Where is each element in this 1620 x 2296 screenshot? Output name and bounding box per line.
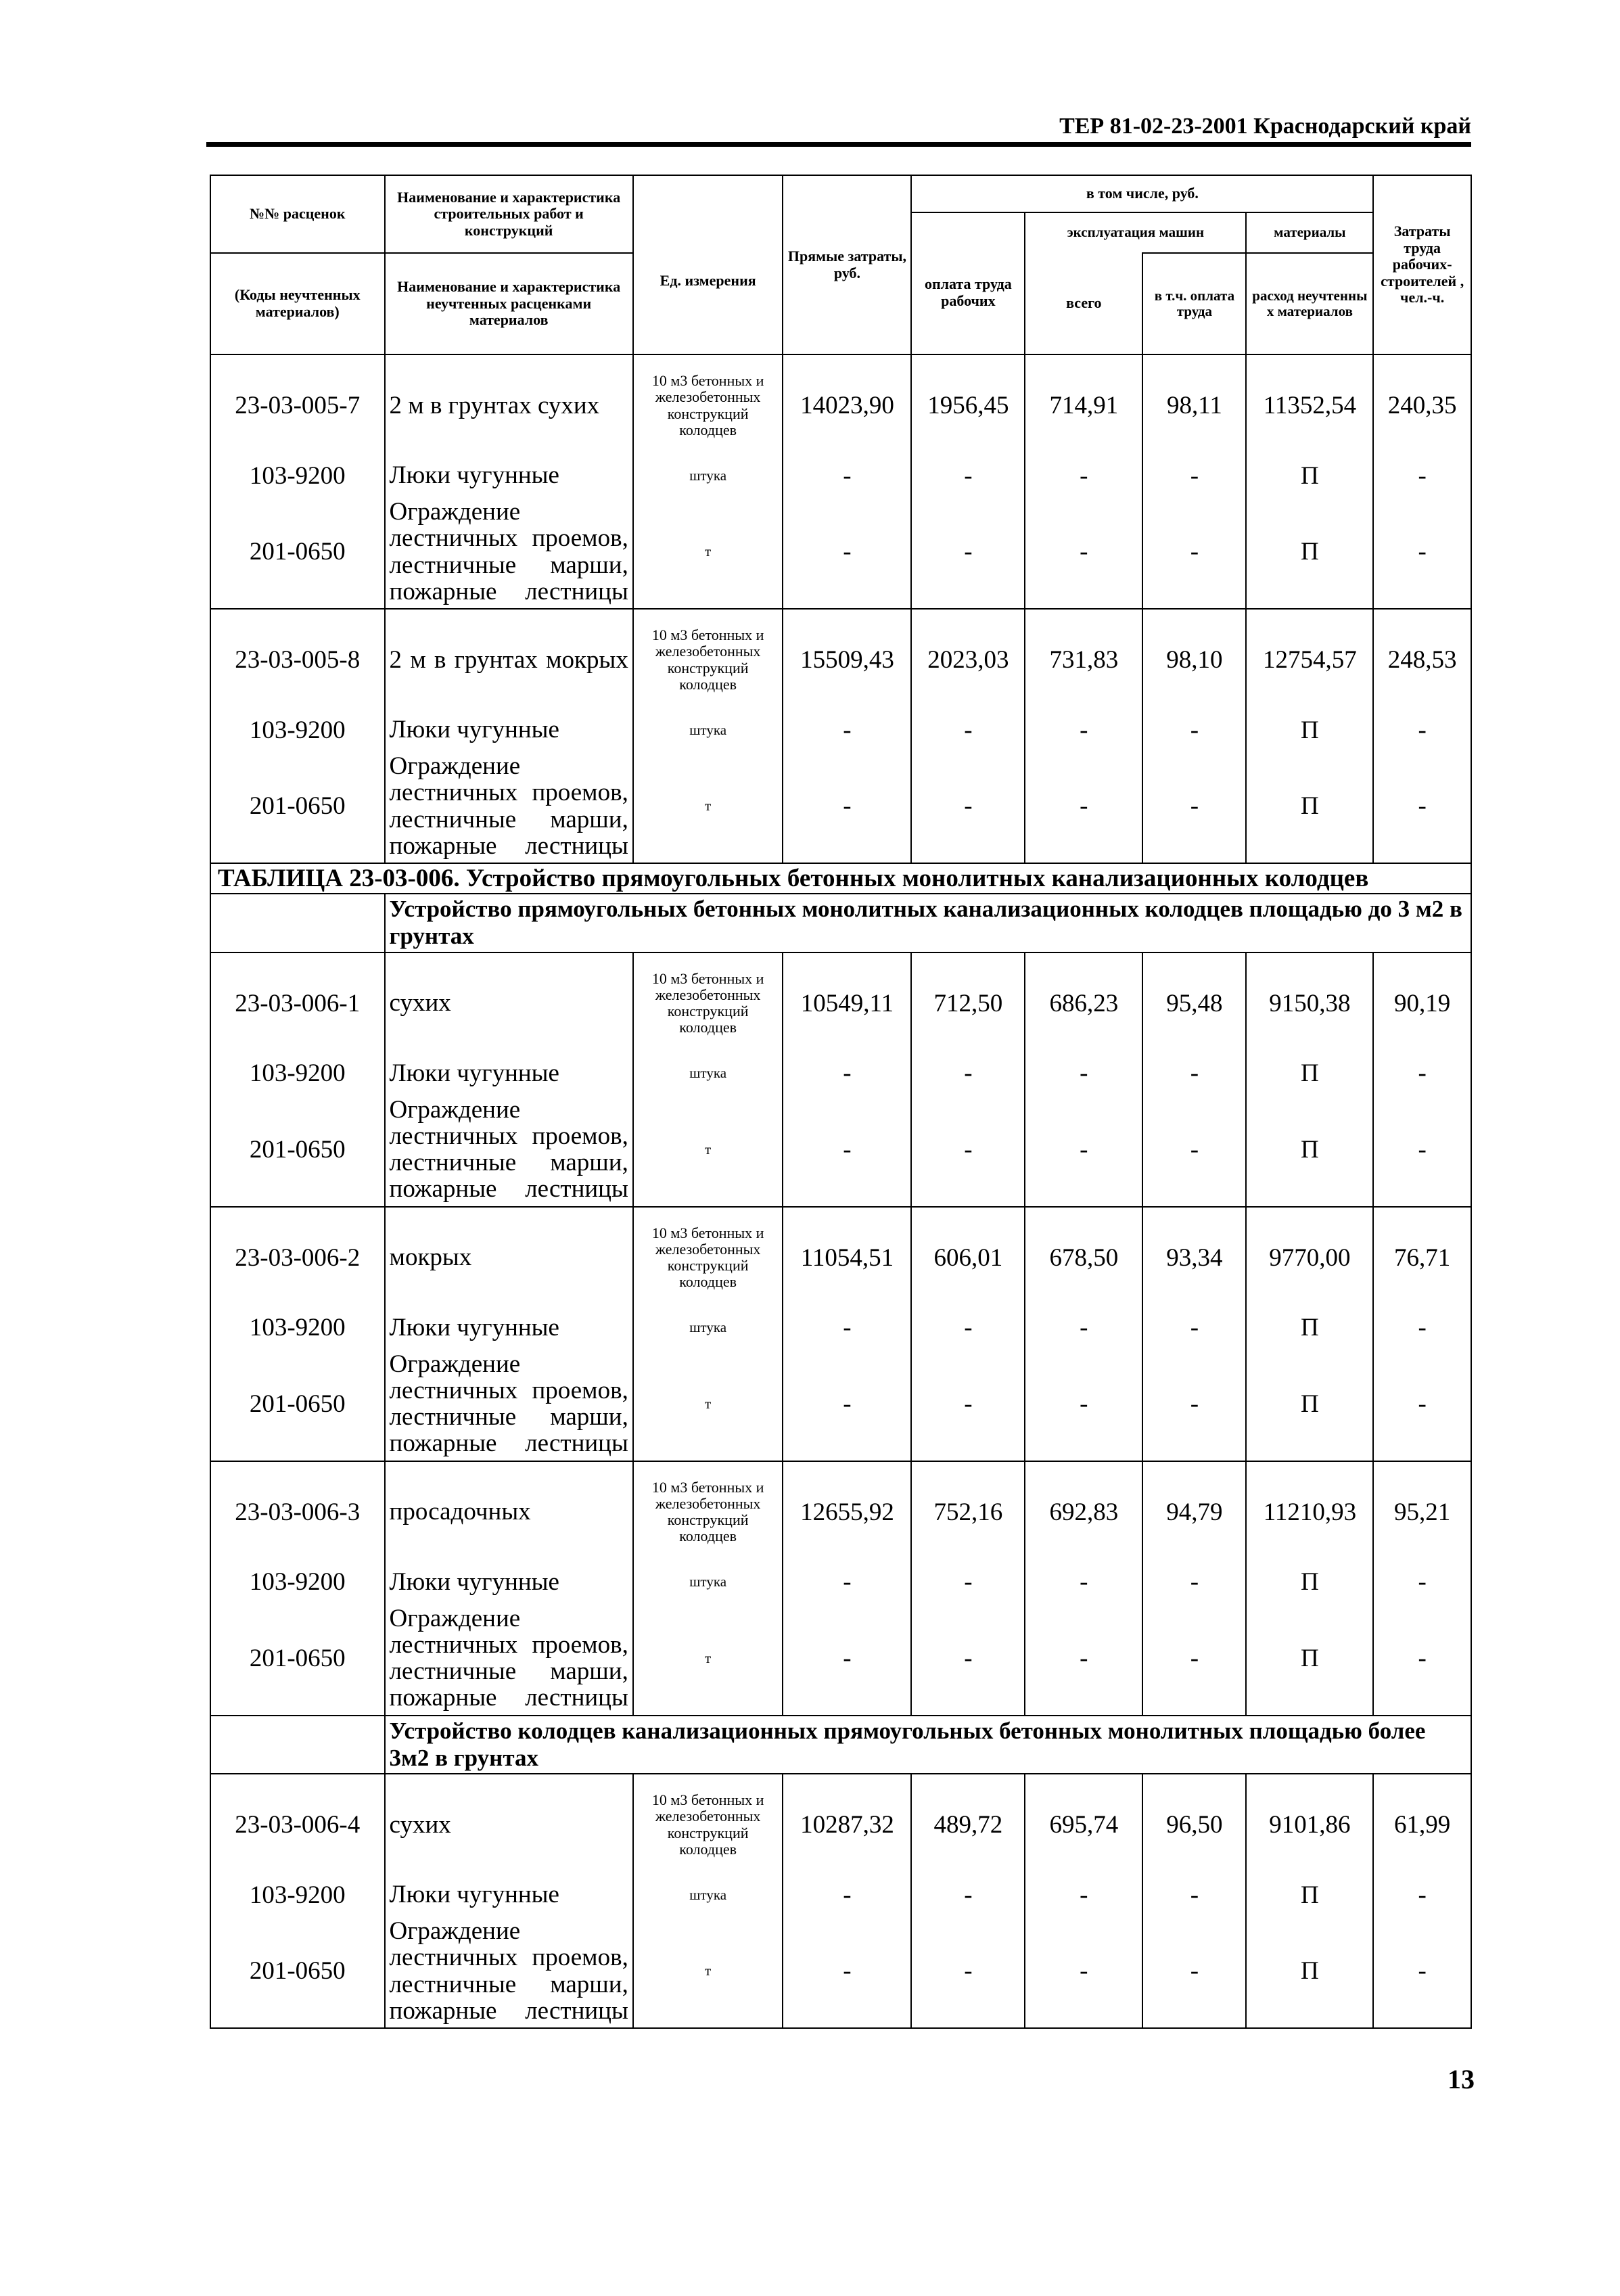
material-code: 103-9200 <box>210 1563 385 1602</box>
header-name-bottom: Наименование и характеристика неучтенных расценками материалов <box>385 253 633 354</box>
dash: - <box>1142 750 1246 863</box>
table-row <box>210 952 1471 1054</box>
dash: - <box>911 1563 1025 1602</box>
dash: - <box>1025 1602 1142 1716</box>
header-code-bottom: (Коды неучтенных материалов) <box>210 253 385 354</box>
dash: - <box>1373 1914 1471 2028</box>
dash: - <box>1025 710 1142 750</box>
unit-cell: 10 м3 бетонных и железобетонных конструкций колодцев <box>633 1207 783 1308</box>
wage-value: 1956,45 <box>911 354 1025 456</box>
header-name-top: Наименование и характеристика строительных работ и конструкций <box>385 175 633 253</box>
dash: - <box>1142 1602 1246 1716</box>
dash: - <box>1142 495 1246 609</box>
labor-value: 76,71 <box>1373 1207 1471 1308</box>
dash: - <box>911 495 1025 609</box>
dash: - <box>1373 1054 1471 1093</box>
dash: - <box>783 1054 911 1093</box>
unit-cell: т <box>633 495 783 609</box>
wage-value: 606,01 <box>911 1207 1025 1308</box>
material-mark: П <box>1246 1875 1373 1914</box>
rate-code: 23-03-006-3 <box>210 1461 385 1563</box>
material-name: Ограждение лестничных проемов, лестничные марши, пожарные лестницы <box>385 750 633 863</box>
material-name: Ограждение лестничных проемов, лестничные марши, пожарные лестницы <box>385 1914 633 2028</box>
dash: - <box>1142 1308 1246 1348</box>
material-code: 103-9200 <box>210 456 385 495</box>
wage-value: 752,16 <box>911 1461 1025 1563</box>
dash: - <box>783 750 911 863</box>
dash: - <box>1373 1348 1471 1461</box>
dash: - <box>783 1875 911 1914</box>
unit-cell: 10 м3 бетонных и железобетонных конструкций колодцев <box>633 952 783 1054</box>
material-mark: П <box>1246 710 1373 750</box>
header-direct-costs: Прямые затраты, руб. <box>783 175 911 354</box>
table-row <box>210 1308 1471 1348</box>
labor-value: 90,19 <box>1373 952 1471 1054</box>
work-name: просадочных <box>385 1461 633 1563</box>
dash: - <box>911 456 1025 495</box>
table-title-row <box>210 863 1471 894</box>
material-code: 201-0650 <box>210 1348 385 1461</box>
section-row <box>210 894 1471 952</box>
dash: - <box>911 750 1025 863</box>
dash: - <box>911 1348 1025 1461</box>
table-row <box>210 1875 1471 1914</box>
table-row <box>210 495 1471 609</box>
unit-cell: штука <box>633 1308 783 1348</box>
machines-wage: 94,79 <box>1142 1461 1246 1563</box>
table-row <box>210 1914 1471 2028</box>
unit-cell: штука <box>633 1054 783 1093</box>
dash: - <box>1373 750 1471 863</box>
dash: - <box>1025 1348 1142 1461</box>
material-mark: П <box>1246 1602 1373 1716</box>
material-name: Люки чугунные <box>385 1875 633 1914</box>
header-materials-unaccounted: расход неучтенны х материалов <box>1246 253 1373 354</box>
material-code: 201-0650 <box>210 1602 385 1716</box>
dash: - <box>1025 1563 1142 1602</box>
work-name: 2 м в грунтах сухих <box>385 354 633 456</box>
direct-costs: 14023,90 <box>783 354 911 456</box>
table-row <box>210 1461 1471 1563</box>
material-name: Люки чугунные <box>385 1308 633 1348</box>
section-title: Устройство колодцев канализационных прямоугольных бетонных монолитных площадью более 3м2 в грунтах <box>385 1716 1471 1774</box>
direct-costs: 15509,43 <box>783 609 911 710</box>
dash: - <box>783 710 911 750</box>
unit-cell: т <box>633 1093 783 1207</box>
dash: - <box>1142 1054 1246 1093</box>
material-code: 201-0650 <box>210 495 385 609</box>
rate-code: 23-03-006-4 <box>210 1774 385 1875</box>
dash: - <box>1142 1348 1246 1461</box>
machines-total: 731,83 <box>1025 609 1142 710</box>
work-name: мокрых <box>385 1207 633 1308</box>
material-code: 201-0650 <box>210 1914 385 2028</box>
rate-code: 23-03-006-1 <box>210 952 385 1054</box>
materials-value: 11210,93 <box>1246 1461 1373 1563</box>
machines-total: 686,23 <box>1025 952 1142 1054</box>
materials-value: 9770,00 <box>1246 1207 1373 1308</box>
dash: - <box>1025 495 1142 609</box>
material-mark: П <box>1246 1914 1373 2028</box>
dash: - <box>911 1914 1025 2028</box>
material-name: Люки чугунные <box>385 710 633 750</box>
table-row <box>210 456 1471 495</box>
material-mark: П <box>1246 750 1373 863</box>
material-name: Ограждение лестничных проемов, лестничные марши, пожарные лестницы <box>385 495 633 609</box>
dash: - <box>1025 1054 1142 1093</box>
material-mark: П <box>1246 1563 1373 1602</box>
labor-value: 61,99 <box>1373 1774 1471 1875</box>
header-materials: материалы <box>1246 212 1373 253</box>
unit-cell: штука <box>633 1875 783 1914</box>
material-mark: П <box>1246 1348 1373 1461</box>
dash: - <box>783 1563 911 1602</box>
page-number: 13 <box>1448 2064 1475 2094</box>
work-name: сухих <box>385 952 633 1054</box>
unit-cell: 10 м3 бетонных и железобетонных конструкций колодцев <box>633 1774 783 1875</box>
dash: - <box>783 1914 911 2028</box>
header-labor: Затраты труда рабочих-строителей , чел.-ч. <box>1373 175 1471 354</box>
material-mark: П <box>1246 1308 1373 1348</box>
table-row <box>210 1054 1471 1093</box>
dash: - <box>911 1875 1025 1914</box>
header-machines: эксплуатация машин <box>1025 212 1246 253</box>
materials-value: 9150,38 <box>1246 952 1373 1054</box>
dash: - <box>1025 1093 1142 1207</box>
unit-cell: 10 м3 бетонных и железобетонных конструкций колодцев <box>633 354 783 456</box>
material-code: 103-9200 <box>210 1875 385 1914</box>
table-row <box>210 1602 1471 1716</box>
rate-code: 23-03-005-7 <box>210 354 385 456</box>
machines-wage: 98,10 <box>1142 609 1246 710</box>
table-title: ТАБЛИЦА 23-03-006. Устройство прямоугольных бетонных монолитных канализационных колодцев <box>210 863 1471 894</box>
table-row <box>210 750 1471 863</box>
table-row <box>210 1207 1471 1308</box>
section-title: Устройство прямоугольных бетонных монолитных канализационных колодцев площадью до 3 м2 в грунтах <box>385 894 1471 952</box>
material-code: 201-0650 <box>210 1093 385 1207</box>
dash: - <box>1025 1914 1142 2028</box>
direct-costs: 10549,11 <box>783 952 911 1054</box>
dash: - <box>1142 456 1246 495</box>
wage-value: 2023,03 <box>911 609 1025 710</box>
dash: - <box>1142 1875 1246 1914</box>
materials-value: 12754,57 <box>1246 609 1373 710</box>
dash: - <box>1025 1875 1142 1914</box>
direct-costs: 11054,51 <box>783 1207 911 1308</box>
material-name: Люки чугунные <box>385 1054 633 1093</box>
work-name: 2 м в грунтах мокрых <box>385 609 633 710</box>
materials-value: 9101,86 <box>1246 1774 1373 1875</box>
labor-value: 95,21 <box>1373 1461 1471 1563</box>
dash: - <box>783 456 911 495</box>
unit-cell: штука <box>633 1563 783 1602</box>
labor-value: 248,53 <box>1373 609 1471 710</box>
wage-value: 489,72 <box>911 1774 1025 1875</box>
dash: - <box>911 1093 1025 1207</box>
dash: - <box>1025 456 1142 495</box>
labor-value: 240,35 <box>1373 354 1471 456</box>
header-unit: Ед. измерения <box>633 175 783 354</box>
material-name: Ограждение лестничных проемов, лестничные марши, пожарные лестницы <box>385 1348 633 1461</box>
material-code: 201-0650 <box>210 750 385 863</box>
dash: - <box>783 1308 911 1348</box>
dash: - <box>1373 1308 1471 1348</box>
material-code: 103-9200 <box>210 1054 385 1093</box>
table-row <box>210 1093 1471 1207</box>
dash: - <box>1142 1914 1246 2028</box>
material-name: Люки чугунные <box>385 1563 633 1602</box>
dash: - <box>1142 1093 1246 1207</box>
table-row <box>210 710 1471 750</box>
material-mark: П <box>1246 1093 1373 1207</box>
dash: - <box>783 1602 911 1716</box>
dash: - <box>783 1093 911 1207</box>
machines-total: 714,91 <box>1025 354 1142 456</box>
material-code: 103-9200 <box>210 1308 385 1348</box>
dash: - <box>911 710 1025 750</box>
material-name: Ограждение лестничных проемов, лестничные марши, пожарные лестницы <box>385 1093 633 1207</box>
dash: - <box>1373 1093 1471 1207</box>
header-rule <box>206 142 1471 147</box>
dash: - <box>1025 1308 1142 1348</box>
table-row <box>210 354 1471 456</box>
document-header: ТЕР 81-02-23-2001 Краснодарский край <box>1059 114 1471 139</box>
direct-costs: 10287,32 <box>783 1774 911 1875</box>
machines-total: 678,50 <box>1025 1207 1142 1308</box>
table-row <box>210 609 1471 710</box>
header-wage: оплата труда рабочих <box>911 212 1025 354</box>
dash: - <box>1373 1875 1471 1914</box>
unit-cell: т <box>633 1914 783 2028</box>
materials-value: 11352,54 <box>1246 354 1373 456</box>
dash: - <box>911 1602 1025 1716</box>
dash: - <box>1025 750 1142 863</box>
material-name: Ограждение лестничных проемов, лестничные марши, пожарные лестницы <box>385 1602 633 1716</box>
unit-cell: штука <box>633 710 783 750</box>
dash: - <box>911 1308 1025 1348</box>
header-machines-total: всего <box>1025 253 1142 354</box>
header-code-top: №№ расценок <box>210 175 385 253</box>
table-row <box>210 1774 1471 1875</box>
machines-wage: 96,50 <box>1142 1774 1246 1875</box>
wage-value: 712,50 <box>911 952 1025 1054</box>
rate-code: 23-03-006-2 <box>210 1207 385 1308</box>
material-mark: П <box>1246 456 1373 495</box>
dash: - <box>1373 456 1471 495</box>
dash: - <box>783 495 911 609</box>
unit-cell: штука <box>633 456 783 495</box>
unit-cell: 10 м3 бетонных и железобетонных конструкций колодцев <box>633 1461 783 1563</box>
machines-wage: 95,48 <box>1142 952 1246 1054</box>
unit-cell: т <box>633 1348 783 1461</box>
direct-costs: 12655,92 <box>783 1461 911 1563</box>
dash: - <box>783 1348 911 1461</box>
material-mark: П <box>1246 1054 1373 1093</box>
machines-total: 692,83 <box>1025 1461 1142 1563</box>
rate-code: 23-03-005-8 <box>210 609 385 710</box>
dash: - <box>911 1054 1025 1093</box>
dash: - <box>1373 495 1471 609</box>
material-code: 103-9200 <box>210 710 385 750</box>
table-row <box>210 1563 1471 1602</box>
table-row <box>210 1348 1471 1461</box>
unit-cell: 10 м3 бетонных и железобетонных конструкций колодцев <box>633 609 783 710</box>
dash: - <box>1142 1563 1246 1602</box>
section-row <box>210 1716 1471 1774</box>
work-name: сухих <box>385 1774 633 1875</box>
machines-total: 695,74 <box>1025 1774 1142 1875</box>
material-mark: П <box>1246 495 1373 609</box>
dash: - <box>1373 1602 1471 1716</box>
dash: - <box>1142 710 1246 750</box>
machines-wage: 93,34 <box>1142 1207 1246 1308</box>
unit-cell: т <box>633 1602 783 1716</box>
rates-table <box>210 175 1472 2029</box>
header-machines-wage: в т.ч. оплата труда <box>1142 253 1246 354</box>
material-name: Люки чугунные <box>385 456 633 495</box>
dash: - <box>1373 1563 1471 1602</box>
machines-wage: 98,11 <box>1142 354 1246 456</box>
header-including: в том числе, руб. <box>911 175 1373 212</box>
unit-cell: т <box>633 750 783 863</box>
dash: - <box>1373 710 1471 750</box>
